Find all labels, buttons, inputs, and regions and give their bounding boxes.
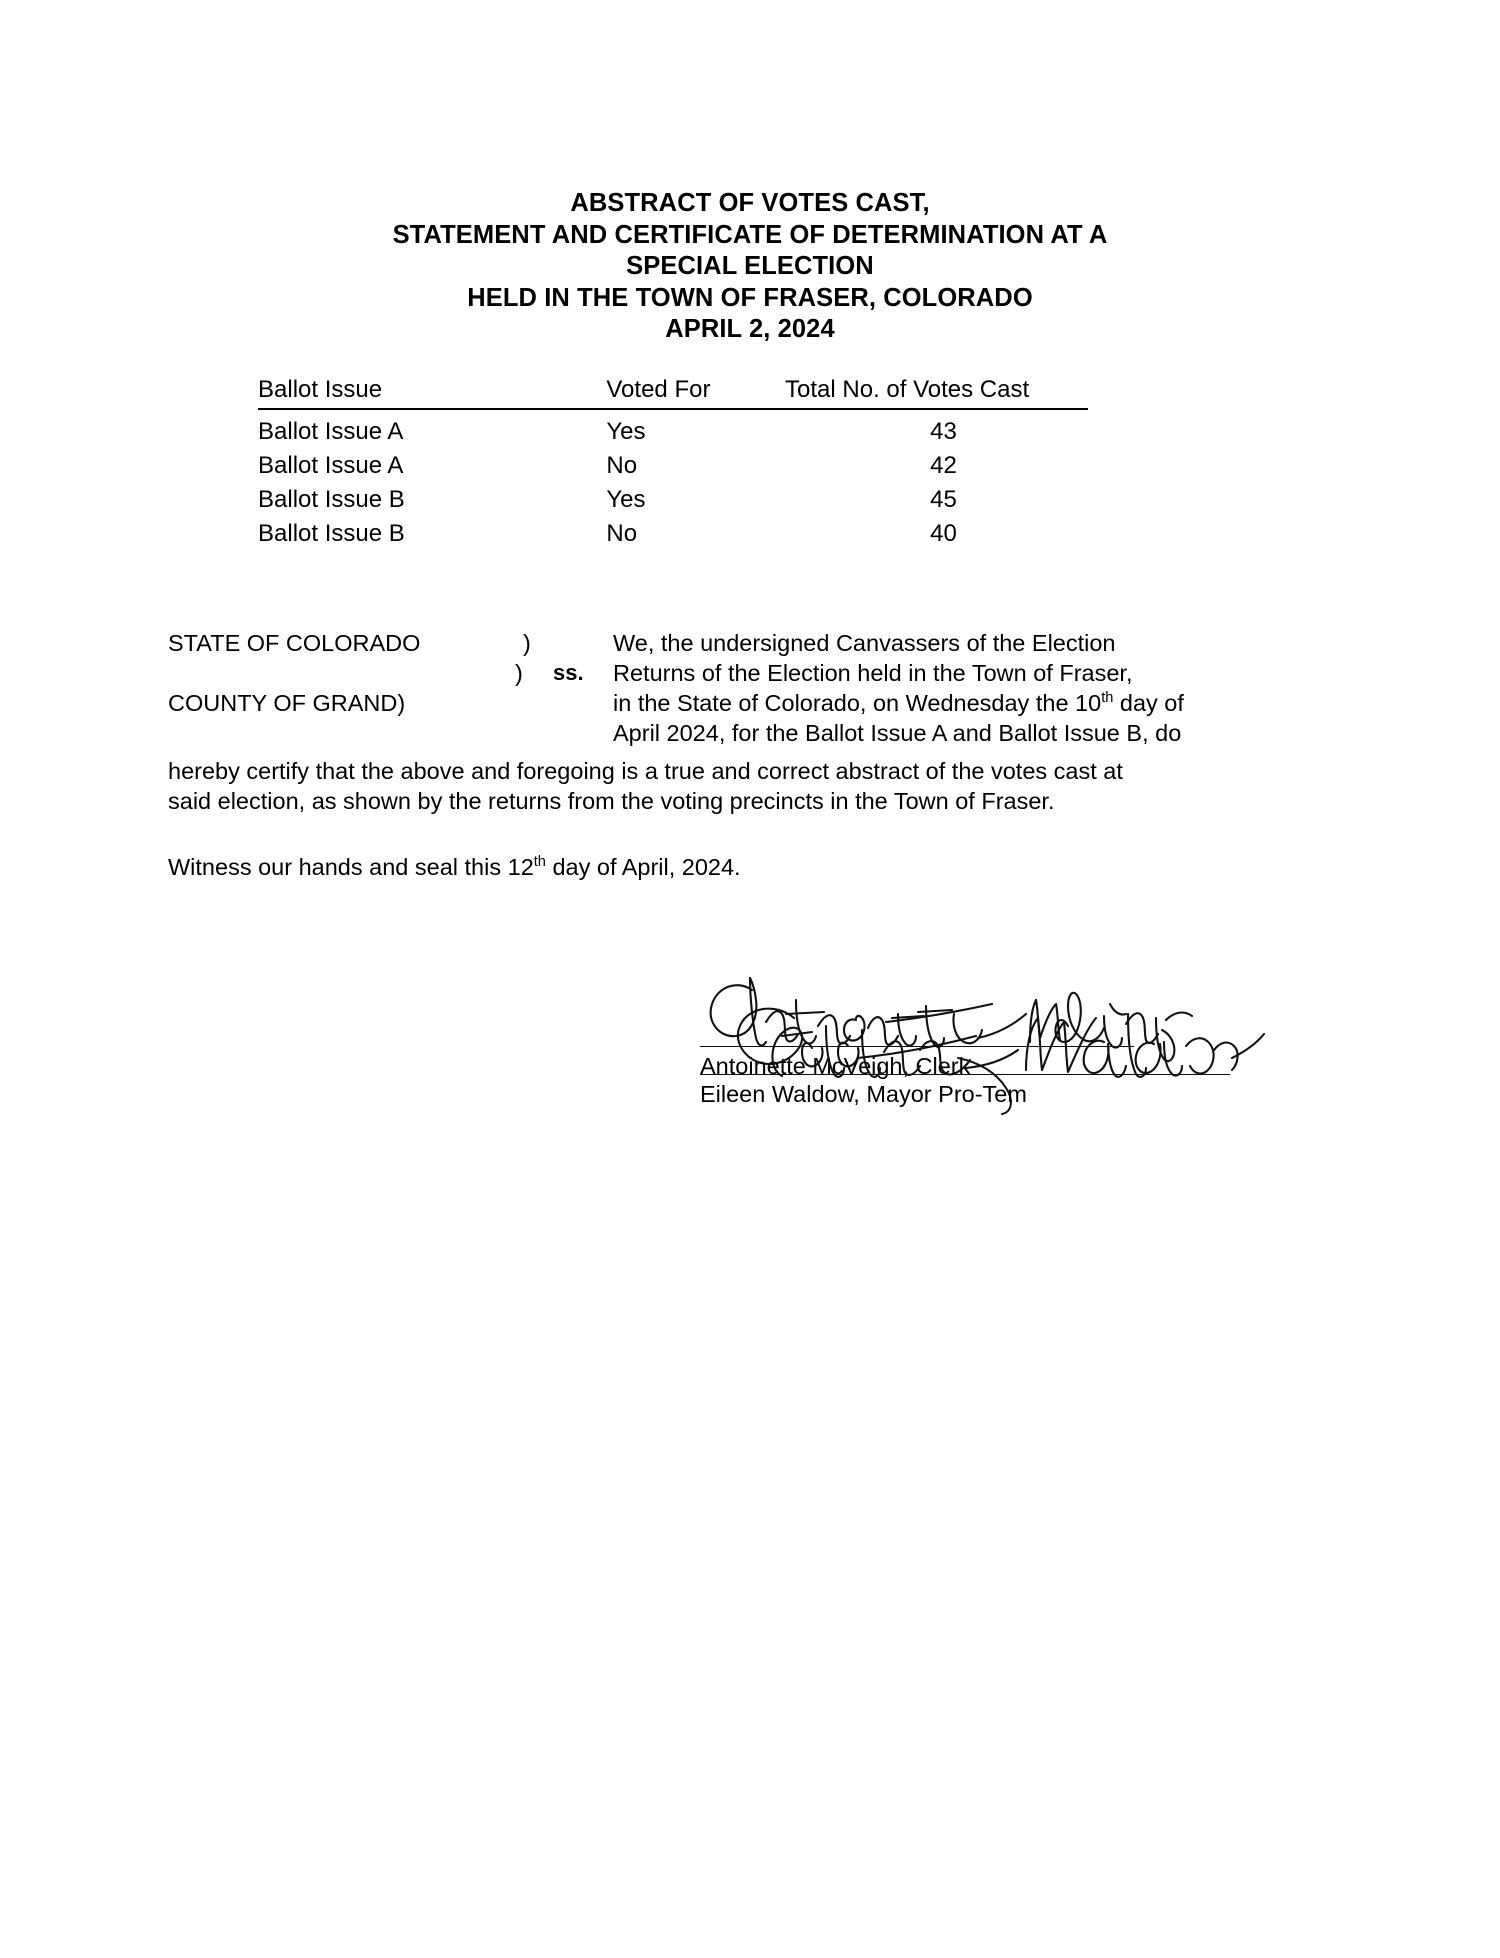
document-title-block (0, 188, 1500, 346)
ordinal-suffix-12th: th (533, 854, 546, 871)
ss-mark: ss. (553, 660, 584, 685)
cell-ballot-issue: Ballot Issue B (258, 520, 405, 547)
column-header-ballot-issue: Ballot Issue (258, 373, 606, 409)
cert-paragraph-line-2: Returns of the Election held in the Town of Fraser, (613, 660, 1133, 686)
table-row (258, 516, 1088, 550)
vote-results-table (258, 373, 1088, 550)
column-header-total-votes: Total No. of Votes Cast (785, 373, 1088, 409)
cell-total-votes: 43 (930, 418, 957, 445)
state-label: STATE OF COLORADO (168, 630, 421, 656)
title-line-4: HELD IN THE TOWN OF FRASER, COLORADO (467, 283, 1033, 312)
cert-tail-line-2: said election, as shown by the returns from the voting precincts in the Town of Fraser. (168, 788, 1055, 814)
witness-statement (168, 852, 741, 882)
cell-voted-for: No (606, 520, 638, 547)
signature-area (700, 960, 1340, 1107)
results-table-container (258, 373, 1088, 550)
paren-mark-upper: ) (523, 630, 531, 656)
signature-line-mayor (700, 1074, 1230, 1075)
title-line-5: APRIL 2, 2024 (665, 315, 835, 343)
cell-ballot-issue: Ballot Issue B (258, 486, 405, 513)
table-row (258, 448, 1088, 482)
cell-total-votes: 42 (930, 452, 957, 479)
cert-tail-line-1: hereby certify that the above and foregoing is a true and correct abstract of the votes cast at (168, 758, 1123, 784)
cert-paragraph-line-3-text: in the State of Colorado, on Wednesday the 10 (613, 690, 1102, 716)
cell-total-votes: 40 (930, 520, 957, 547)
table-row (258, 409, 1088, 448)
cell-ballot-issue: Ballot Issue A (258, 418, 404, 445)
cert-paragraph-line-4: April 2024, for the Ballot Issue A and Ballot Issue B, do (613, 720, 1182, 746)
title-line-2: STATEMENT AND CERTIFICATE OF DETERMINATION AT A (392, 220, 1108, 249)
witness-prefix: Witness our hands and seal this 12 (168, 854, 534, 880)
witness-suffix: day of April, 2024. (545, 854, 741, 880)
table-row (258, 482, 1088, 516)
certification-tail (168, 756, 1308, 816)
certification-block (168, 628, 1308, 880)
signature-name-mayor: Eileen Waldow, Mayor Pro-Tem (700, 1081, 1027, 1107)
cell-total-votes: 45 (930, 486, 957, 513)
antoinette-mcveigh-signature (700, 960, 1260, 1065)
paren-mark-lower: ) (515, 660, 523, 686)
signature-line-clerk (700, 1046, 1134, 1047)
cell-voted-for: No (606, 452, 638, 479)
signature-name-clerk: Antoinette McVeigh, Clerk (700, 1053, 971, 1079)
cert-paragraph-line-3 (613, 688, 1313, 718)
certification-paragraph (613, 628, 1313, 748)
title-line-1: ABSTRACT OF VOTES CAST, (570, 189, 930, 217)
table-header-row (258, 373, 1088, 409)
title-line-3: SPECIAL ELECTION (626, 252, 874, 280)
cell-voted-for: Yes (606, 486, 646, 513)
certification-header-grid (168, 628, 1308, 752)
cert-paragraph-line-3-tail: day of (1113, 690, 1184, 716)
county-label: COUNTY OF GRAND) (168, 690, 406, 716)
column-header-voted-for: Voted For (606, 373, 785, 409)
cell-voted-for: Yes (606, 418, 646, 445)
ordinal-suffix-10th: th (1101, 690, 1114, 707)
cell-ballot-issue: Ballot Issue A (258, 452, 404, 479)
cert-paragraph-line-1: We, the undersigned Canvassers of the Election (613, 630, 1116, 656)
